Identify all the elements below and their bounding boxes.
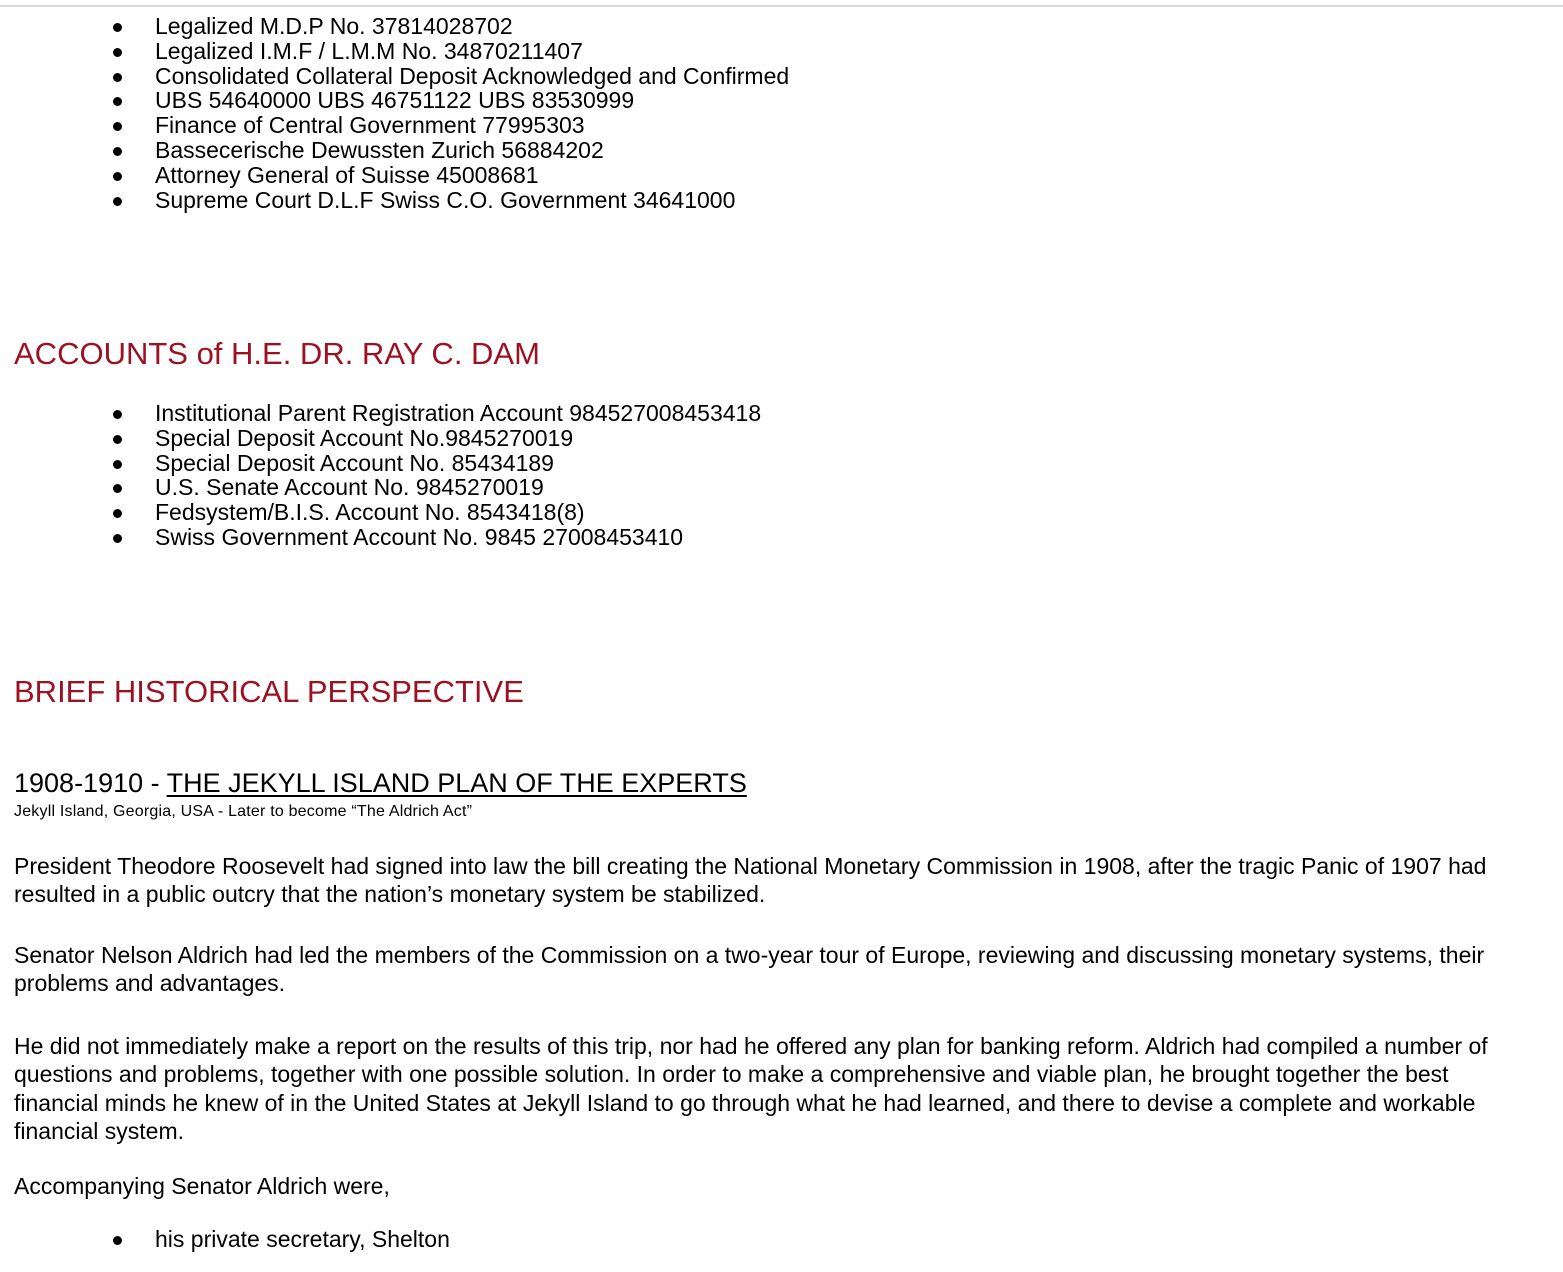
bullet-icon [113, 23, 122, 32]
jekyll-plan-title: THE JEKYLL ISLAND PLAN OF THE EXPERTS [166, 768, 747, 798]
jekyll-plan-heading [14, 767, 747, 799]
list-item-text: Legalized I.M.F / L.M.M No. 34870211407 [155, 37, 583, 64]
bullet-icon [113, 172, 122, 181]
list-item [0, 39, 789, 64]
list-item-text: Attorney General of Suisse 45008681 [155, 161, 539, 188]
bullet-icon [113, 410, 122, 419]
list-item [0, 500, 761, 525]
list-item-text: Legalized M.D.P No. 37814028702 [155, 13, 513, 39]
list-item-text: Institutional Parent Registration Account 984527008453418 [155, 400, 762, 426]
list-item [0, 88, 789, 113]
bullet-icon [113, 534, 122, 543]
list-item-text: Supreme Court D.L.F Swiss C.O. Government 34641000 [155, 186, 736, 213]
accompanying-list [0, 1227, 450, 1252]
history-heading: BRIEF HISTORICAL PERSPECTIVE [14, 674, 524, 709]
top-divider [0, 5, 1563, 7]
list-item-text: Bassecerische Dewussten Zurich 56884202 [155, 136, 604, 163]
list-item-text: UBS 54640000 UBS 46751122 UBS 83530999 [155, 87, 635, 114]
list-item [0, 163, 789, 188]
list-item [0, 401, 761, 426]
list-item-text: Consolidated Collateral Deposit Acknowledged and Confirmed [155, 62, 790, 89]
reference-list [0, 14, 789, 212]
list-item-text: Finance of Central Government 77995303 [155, 112, 585, 139]
list-item-text: Special Deposit Account No.9845270019 [155, 424, 574, 451]
list-item [0, 188, 789, 213]
bullet-icon [113, 197, 122, 206]
list-item-text: Swiss Government Account No. 9845 27008453410 [155, 523, 684, 550]
list-item-text: Special Deposit Account No. 85434189 [155, 449, 554, 476]
list-item [0, 64, 789, 89]
paragraph: Accompanying Senator Aldrich were, [14, 1173, 390, 1199]
list-item [0, 525, 761, 550]
paragraph: President Theodore Roosevelt had signed into law the bill creating the National Monetary Commission in 1908, after the tragic Panic of 1907 had resulted in a public outcry that the nation’s monetary system be stabilized. [14, 853, 1487, 908]
jekyll-plan-caption: Jekyll Island, Georgia, USA - Later to become “The Aldrich Act” [14, 803, 473, 820]
paragraph: Senator Nelson Aldrich had led the members of the Commission on a two-year tour of Europe, reviewing and discussing monetary systems, their problems and advantages. [14, 942, 1485, 997]
list-item [0, 1227, 450, 1252]
accounts-heading: ACCOUNTS of H.E. DR. RAY C. DAM [14, 336, 540, 371]
list-item [0, 113, 789, 138]
bullet-icon [113, 97, 122, 106]
bullet-icon [113, 122, 122, 131]
bullet-icon [113, 435, 122, 444]
bullet-icon [113, 73, 122, 82]
list-item [0, 14, 789, 39]
bullet-icon [113, 460, 122, 469]
bullet-icon [113, 48, 122, 57]
list-item [0, 138, 789, 163]
list-item-text: his private secretary, Shelton [155, 1226, 450, 1252]
paragraph: He did not immediately make a report on the results of this trip, nor had he offered any plan for banking reform. Aldrich had compiled a number of questions and problems, together with one possible solution. In order to make a comprehensive and viable plan, he brought together the best financial minds he knew of in the United States at Jekyll Island to go through what he had learned, and there to devise a complete and workable financial system. [14, 1033, 1488, 1145]
bullet-icon [113, 1236, 122, 1245]
list-item [0, 426, 761, 451]
list-item-text: Fedsystem/B.I.S. Account No. 8543418(8) [155, 499, 585, 526]
list-item-text: U.S. Senate Account No. 9845270019 [155, 474, 544, 501]
list-item [0, 475, 761, 500]
jekyll-plan-years: 1908-1910 - [14, 768, 167, 798]
bullet-icon [113, 147, 122, 156]
bullet-icon [113, 509, 122, 518]
accounts-list [0, 401, 761, 550]
list-item [0, 451, 761, 476]
bullet-icon [113, 484, 122, 493]
